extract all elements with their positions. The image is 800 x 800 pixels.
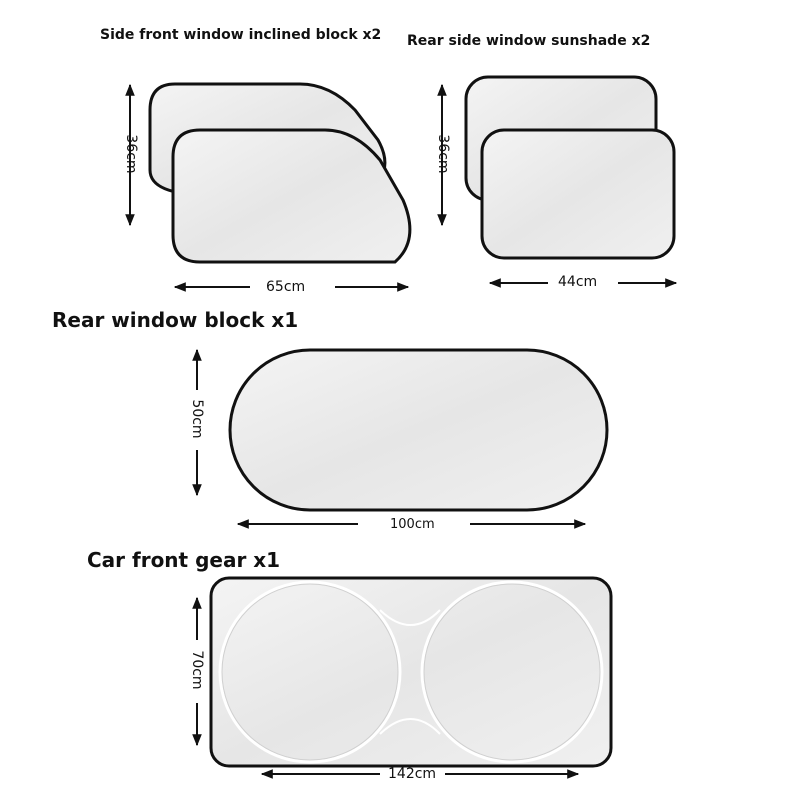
side-front-width-label: 65cm	[266, 279, 306, 295]
rear-window-shade	[230, 350, 607, 510]
rear-side-height-label: 36cm	[435, 134, 451, 174]
rear-window-title: Rear window block x1	[52, 308, 299, 332]
front-width-label: 142cm	[388, 766, 437, 782]
front-title: Car front gear x1	[87, 548, 281, 572]
side-front-height-label: 36cm	[123, 134, 139, 174]
rear-side-title: Rear side window sunshade x2	[407, 33, 651, 49]
rear-side-width-label: 44cm	[558, 274, 598, 290]
rear-side-shade-front	[482, 130, 674, 258]
rear-window-width-label: 100cm	[390, 517, 435, 532]
front-height-label: 70cm	[189, 650, 205, 690]
front-shade	[211, 578, 611, 766]
rear-window-height-label: 50cm	[189, 399, 205, 439]
side-front-title: Side front window inclined block x2	[100, 27, 382, 43]
